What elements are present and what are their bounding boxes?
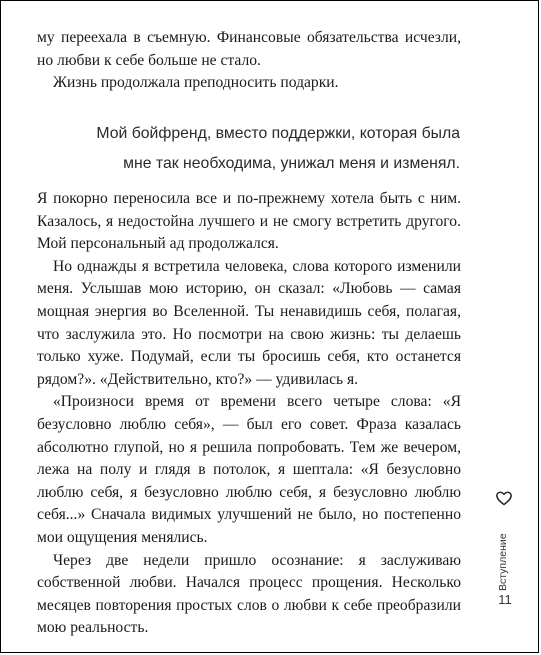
- intro-paragraph: му переехала в съемную. Финансовые обязательства исчезли, но любви к себе больше не стало.: [37, 29, 461, 69]
- heart-outline-icon: [495, 490, 513, 506]
- intro-text: [37, 27, 461, 95]
- pull-quote-line-1: Мой бойфренд, вместо поддержки, которая была: [96, 125, 460, 142]
- main-text: [37, 188, 461, 640]
- intro-paragraph-2: Жизнь продолжала преподносить подарки.: [53, 74, 339, 92]
- chapter-label: Вступление: [497, 533, 509, 591]
- paragraph-2: Но однажды я встретила человека, слова которого изменили меня. Услышав мою историю, он сказал: «Любовь — самая мощная энергия во Вселенной. Ты ненавидишь себя, полагая, что заслужила это. Но посмотри на свою жизнь: ты делаешь только хуже. Подумай, если ты бросишь себя, кто останется рядом?». «Действительно, кто?» — удивилась я.: [37, 257, 461, 388]
- paragraph-1: Я покорно переносила все и по-прежнему хотела быть с ним. Казалось, я недостойна лучшего и не смогу встретить другого. Мой персональный ад продолжался.: [37, 190, 461, 253]
- pull-quote: [61, 119, 460, 179]
- paragraph-4: Через две недели пришло осознание: я заслуживаю собственной любви. Начался процесс прощения. Несколько месяцев повторения простых слов о любви к себе преобразили мою реальность.: [37, 551, 461, 637]
- paragraph-3: «Произноси время от времени всего четыре слова: «Я безусловно люблю себя», — был его совет. Фраза казалась абсолютно глупой, но я решила попробовать. Тем же вечером, лежа на полу и глядя в потолок, я шептала: «Я безусловно люблю себя, я безусловно люблю себя, я безусловно люблю себя...» Сначала видимых улучшений не было, но постепенно мои ощущения менялись.: [37, 393, 461, 546]
- pull-quote-line-2: мне так необходима, унижал меня и изменял.: [123, 155, 460, 172]
- page-number: 11: [498, 592, 512, 607]
